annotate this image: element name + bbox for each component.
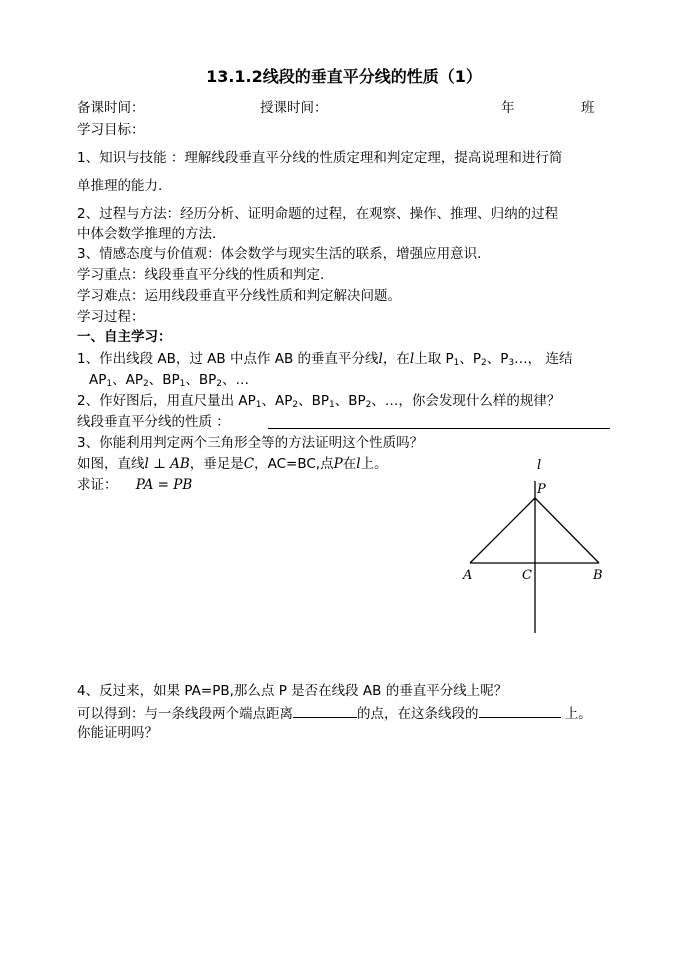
objective-1-line-1: 1、知识与技能 ：理解线段垂直平分线的性质定理和判定定理，提高说理和进行简 (77, 150, 563, 166)
q1-l2-t2: 、AP (112, 372, 144, 388)
label-c: C (522, 568, 532, 583)
given-text-b: ，垂足是 (189, 456, 244, 472)
q1-text-a: 1、作出线段 AB，过 AB 中点作 AB 的垂直平分线 (77, 351, 379, 367)
q1-text-d: 、P (459, 351, 482, 367)
q1-sub-2: 2 (481, 358, 487, 368)
q2-text-d: 、BP (334, 393, 366, 409)
given-math-l: l (356, 456, 361, 472)
given-text-c: ，AC=BC,点 (254, 456, 334, 472)
q1-l2-t8: 、… (222, 372, 250, 388)
given-statement (77, 454, 388, 474)
given-math-perp: l ⊥ AB (144, 456, 190, 472)
q2-sub-3: 1 (329, 400, 335, 410)
property-row (77, 412, 230, 432)
q1-sub-1: 1 (453, 358, 460, 368)
property-answer-blank[interactable] (268, 414, 610, 429)
header-row (77, 98, 595, 118)
prove-label: 求证： (77, 477, 118, 493)
q2-text-c: 、BP (298, 393, 330, 409)
prove-statement (77, 475, 192, 495)
conclusion-text-b: 的点，在这条线段的 (357, 706, 479, 722)
page-title: 13.1.2线段的垂直平分线的性质（1） (206, 67, 482, 86)
q1-l2-s7: 2 (216, 379, 223, 389)
process-heading: 学习过程： (77, 309, 145, 325)
q1-l2-s5: 1 (179, 379, 186, 389)
conclusion-text-c: 上。 (560, 706, 592, 722)
question-3: 3、你能利用判定两个三角形全等的方法证明这个性质吗？ (77, 435, 424, 451)
given-text-a: 如图，直线 (77, 456, 145, 472)
q1-line-l-2: l (409, 351, 415, 367)
q2-sub-1: 1 (255, 400, 262, 410)
objective-2-line-1: 2、过程与方法：经历分析、证明命题的过程，在观察、操作、推理、归纳的过程 (77, 206, 559, 222)
can-prove-question: 你能证明吗？ (77, 725, 158, 741)
q1-l2-t0: AP (89, 372, 107, 388)
given-text-e: 上。 (360, 456, 388, 472)
section-self-study: 一、自主学习： (77, 329, 172, 345)
objective-1-line-2: 单推理的能力. (77, 178, 163, 194)
property-label: 线段垂直平分线的性质 ： (77, 414, 230, 430)
q1-text-f: …， 连结 (514, 351, 573, 367)
given-math-p: P (333, 456, 343, 472)
segment-pa (470, 498, 535, 563)
q2-text-b: 、AP (261, 393, 293, 409)
year-label: 年 (501, 100, 515, 116)
teach-time-label: 授课时间： (260, 100, 328, 116)
label-a: A (463, 568, 473, 583)
q2-sub-4: 2 (365, 400, 372, 410)
q2-sub-2: 2 (292, 400, 299, 410)
q1-text-b: ，在 (382, 351, 410, 367)
q1-l2-t4: 、BP (148, 372, 180, 388)
conclusion-row (77, 703, 592, 724)
q1-l2-s3: 2 (143, 379, 149, 389)
q1-line-l: l (378, 351, 383, 367)
label-b: B (593, 568, 603, 583)
q1-l2-t6: 、BP (185, 372, 217, 388)
label-p: P (537, 482, 546, 497)
prep-time-label: 备课时间： (77, 100, 145, 116)
prove-math: PA = PB (135, 477, 193, 493)
class-label: 班 (581, 100, 595, 116)
q2-text-e: 、…，你会发现什么样的规律？ (371, 393, 561, 409)
objectives-heading: 学习目标： (77, 122, 145, 138)
given-text-d: 在 (342, 456, 357, 472)
q1-sub-3: 3 (508, 358, 515, 368)
question-4: 4、反过来，如果 PA=PB,那么点 P 是否在线段 AB 的垂直平分线上呢？ (77, 683, 508, 699)
q1-text-c: 上取 P (414, 351, 454, 367)
conclusion-text-a: 可以得到：与一条线段两个端点距离 (77, 706, 293, 722)
position-answer-blank[interactable] (479, 703, 561, 718)
distance-answer-blank[interactable] (293, 703, 357, 718)
label-l: l (537, 458, 542, 473)
difficulty: 学习难点：运用线段垂直平分线性质和判定解决问题。 (77, 288, 401, 304)
objective-3: 3、情感态度与价值观：体会数学与现实生活的联系，增强应用意识. (77, 246, 482, 262)
perpendicular-bisector-figure (458, 452, 618, 637)
segment-pb (535, 498, 599, 563)
q1-text-e: 、P (486, 351, 509, 367)
given-math-c: C (243, 456, 255, 472)
q2-text-a: 2、作好图后，用直尺量出 AP (77, 393, 256, 409)
objective-2-line-2: 中体会数学推理的方法. (77, 226, 217, 242)
q1-l2-s1: 1 (106, 379, 113, 389)
key-point: 学习重点：线段垂直平分线的性质和判定. (77, 267, 325, 283)
